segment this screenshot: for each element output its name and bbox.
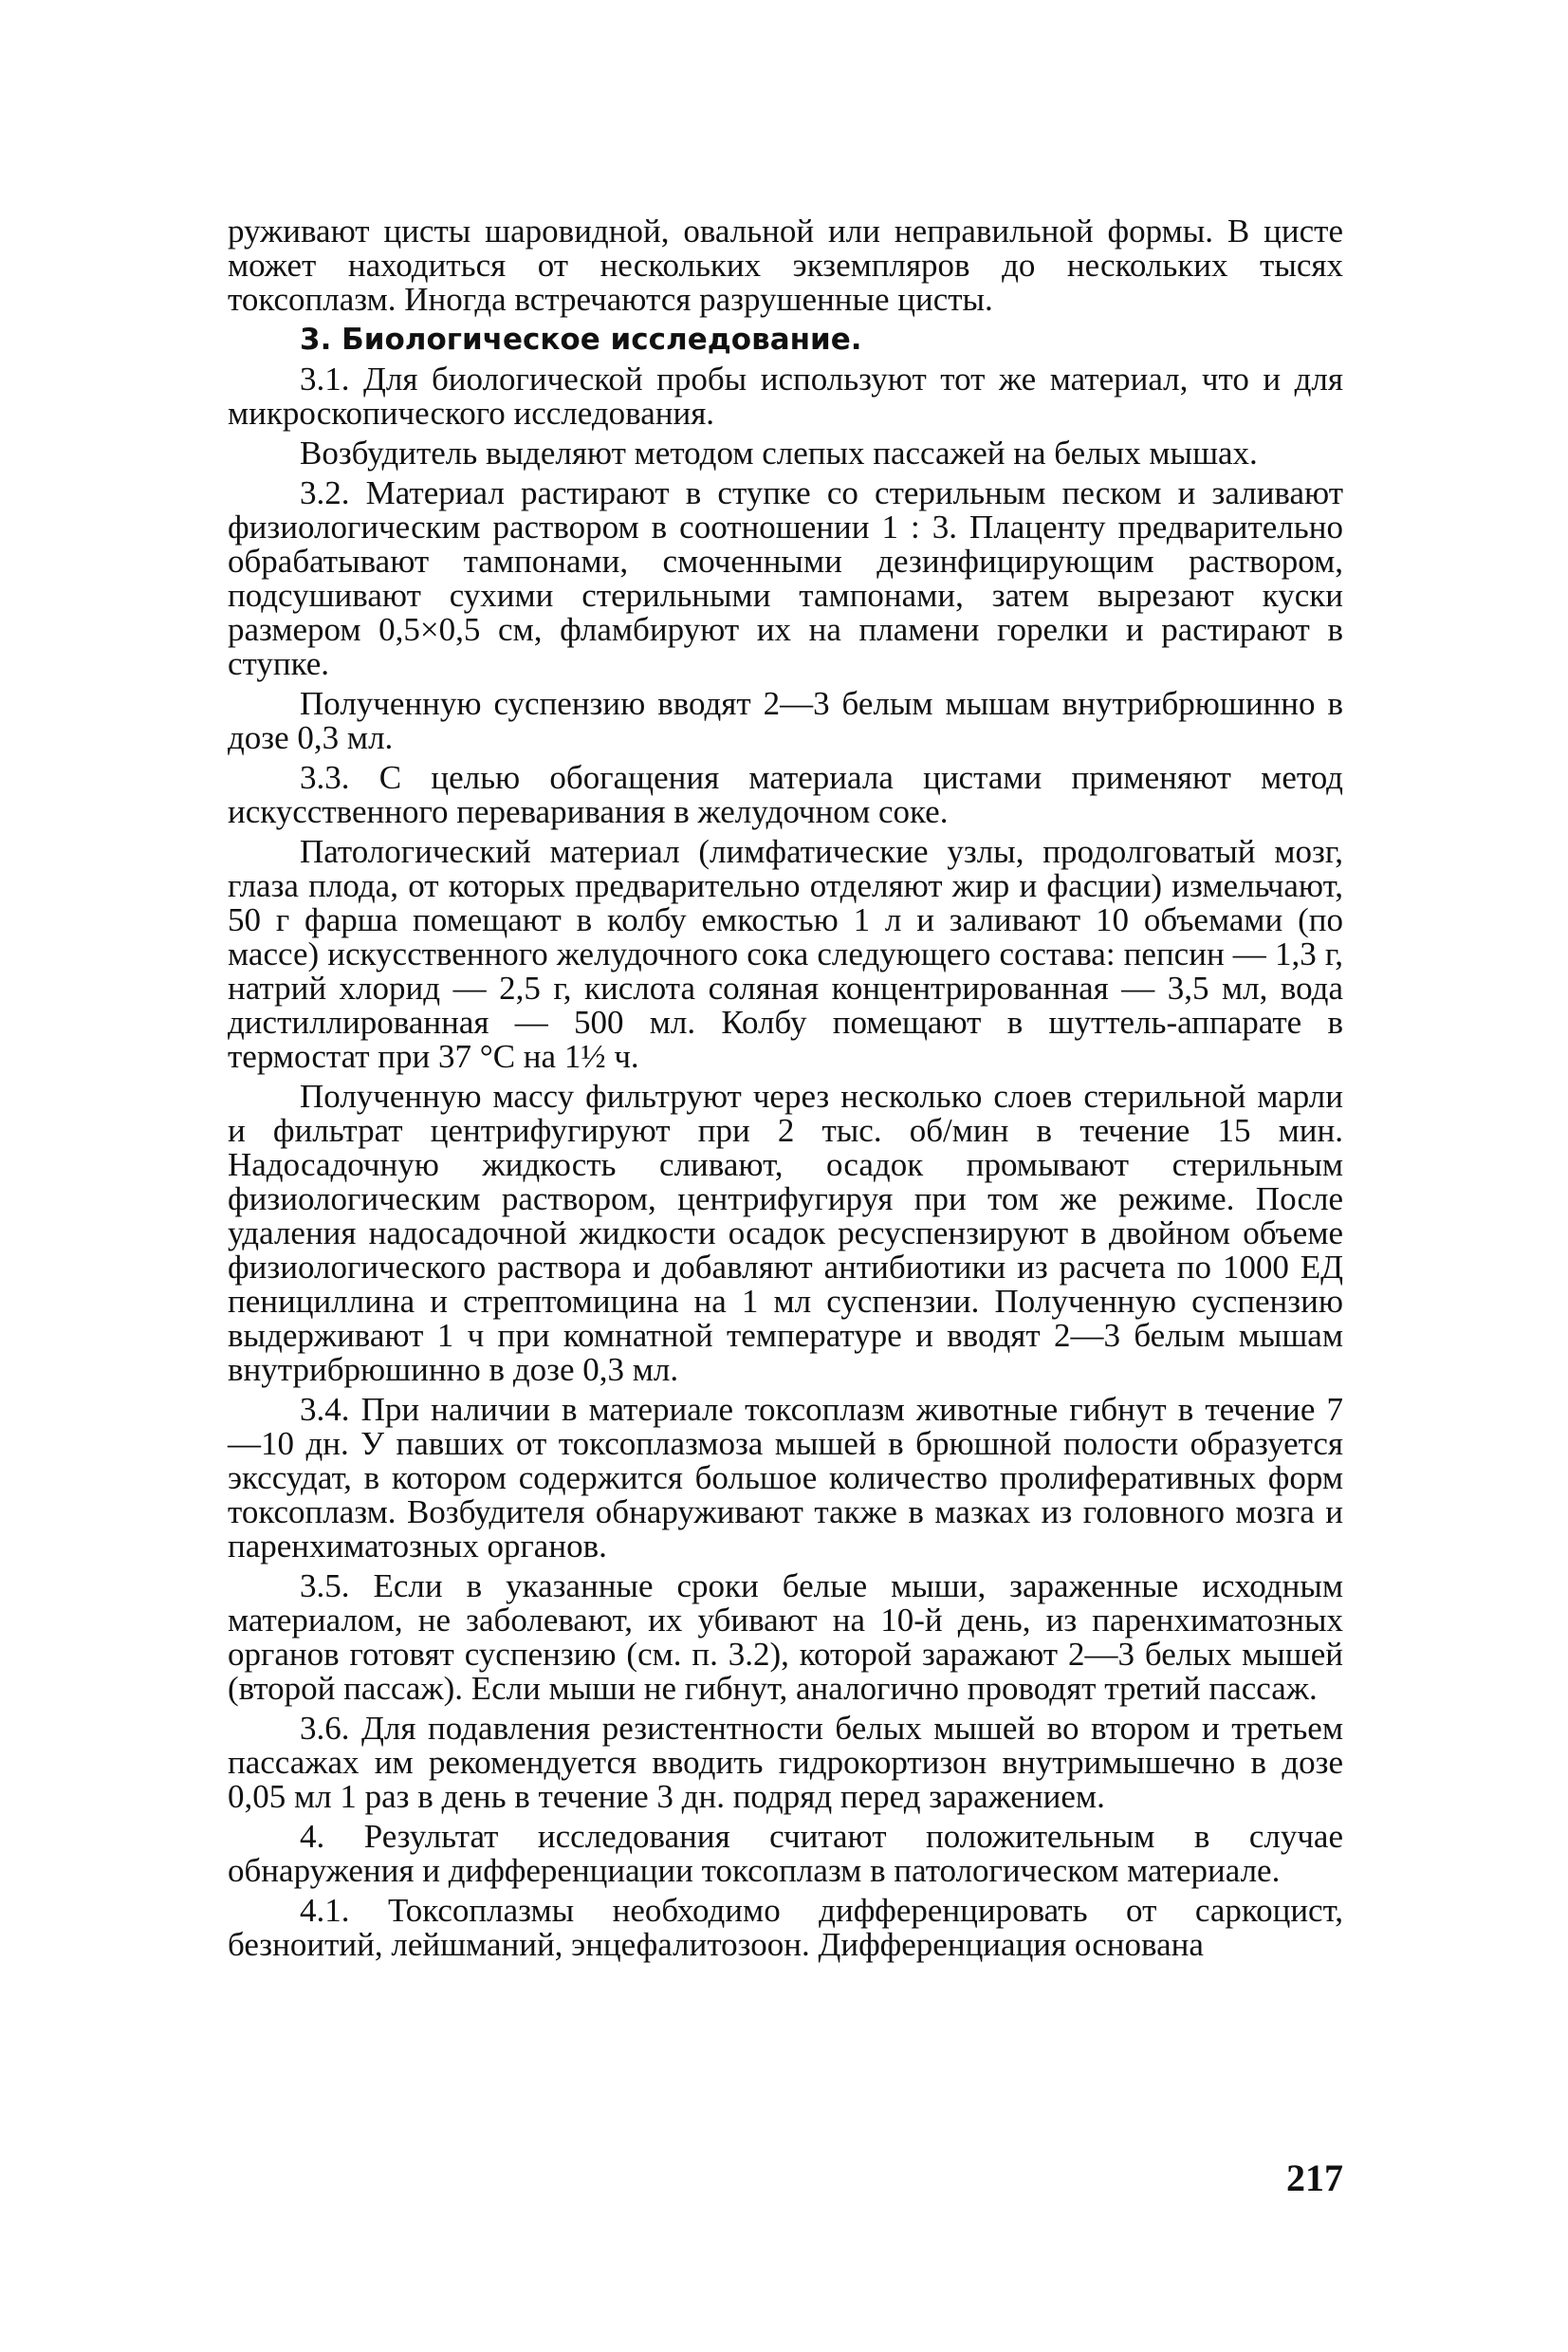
paragraph: 3.6. Для подавления резистентности белых мышей во втором и третьем пассажах им рекомендуется вводить гидрокортизон внутримышечно в дозе 0,05 мл 1 раз в день в течение 3 дн. подряд перед заражением. [228,1710,1343,1815]
paragraph: 3.2. Материал растирают в ступке со стерильным песком и заливают физиологическим раствором в соотношении 1 : 3. Плаценту предварительно обрабатывают тампонами, смоченными дезинфицирующим раствором, подсушивают сухими стерильными тампонами, затем вырезают куски размером 0,5×0,5 см, фламбируют их на пламени горелки и растирают в ступке. [228,474,1343,682]
paragraph: Возбудитель выделяют методом слепых пассажей на белых мышах. [300,435,1258,472]
page-number: 217 [1286,2157,1343,2199]
paragraph-continuation: руживают цисты шаровидной, овальной или неправильной формы. В цисте может находиться от нескольких экземпляров до нескольких тысях токсоплазм. Иногда встречаются разрушенные цисты. [228,213,1343,318]
page-text [228,214,1343,1968]
paragraph: Патологический материал (лимфатические узлы, продолговатый мозг, глаза плода, от которых предварительно отделяют жир и фасции) измельчают, 50 г фарша помещают в колбу емкостью 1 л и заливают 10 объемами (по массе) искусственного желудочного сока следующего состава: пепсин — 1,3 г, натрий хлорид — 2,5 г, кислота соляная концентрированная — 3,5 мл, вода дистиллированная — 500 мл. Колбу помещают в шуттель-аппарате в термостат при 37 °С на 1½ ч. [228,833,1343,1075]
paragraph: 4.1. Токсоплазмы необходимо дифференцировать от саркоцист, безноитий, лейшманий, энцефалитозоон. Дифференциация основана [228,1892,1343,1963]
paragraph: Полученную массу фильтруют через несколько слоев стерильной марли и фильтрат центрифугируют при 2 тыс. об/мин в течение 15 мин. Надосадочную жидкость сливают, осадок промывают стерильным физиологическим раствором, центрифугируя при том же режиме. После удаления надосадочной жидкости осадок ресуспензируют в двойном объеме физиологического раствора и добавляют антибиотики из расчета по 1000 ЕД пенициллина и стрептомицина на 1 мл суспензии. Полученную суспензию выдерживают 1 ч при комнатной температуре и вводят 2—3 белым мышам внутрибрюшинно в дозе 0,3 мл. [228,1078,1343,1388]
paragraph: 3.4. При наличии в материале токсоплазм животные гибнут в течение 7—10 дн. У павших от токсоплазмоза мышей в брюшной полости образуется экссудат, в котором содержится большое количество пролиферативных форм токсоплазм. Возбудителя обнаруживают также в мазках из головного мозга и паренхиматозных органов. [228,1391,1343,1565]
paragraph: 3.1. Для биологической пробы используют тот же материал, что и для микроскопического исследования. [228,361,1343,432]
section-heading: 3. Биологическое исследование. [300,323,862,357]
paragraph: 3.5. Если в указанные сроки белые мыши, зараженные исходным материалом, не заболевают, их убивают на 10-й день, из паренхиматозных органов готовят суспензию (см. п. 3.2), которой заражают 2—3 белых мышей (второй пассаж). Если мыши не гибнут, аналогично проводят третий пассаж. [228,1567,1343,1707]
paragraph: Полученную суспензию вводят 2—3 белым мышам внутрибрюшинно в дозе 0,3 мл. [228,685,1343,756]
paragraph: 3.3. С целью обогащения материала цистами применяют метод искусственного переваривания в желудочном соке. [228,759,1343,830]
paragraph: 4. Результат исследования считают положительным в случае обнаружения и дифференциации токсоплазм в патологическом материале. [228,1818,1343,1889]
